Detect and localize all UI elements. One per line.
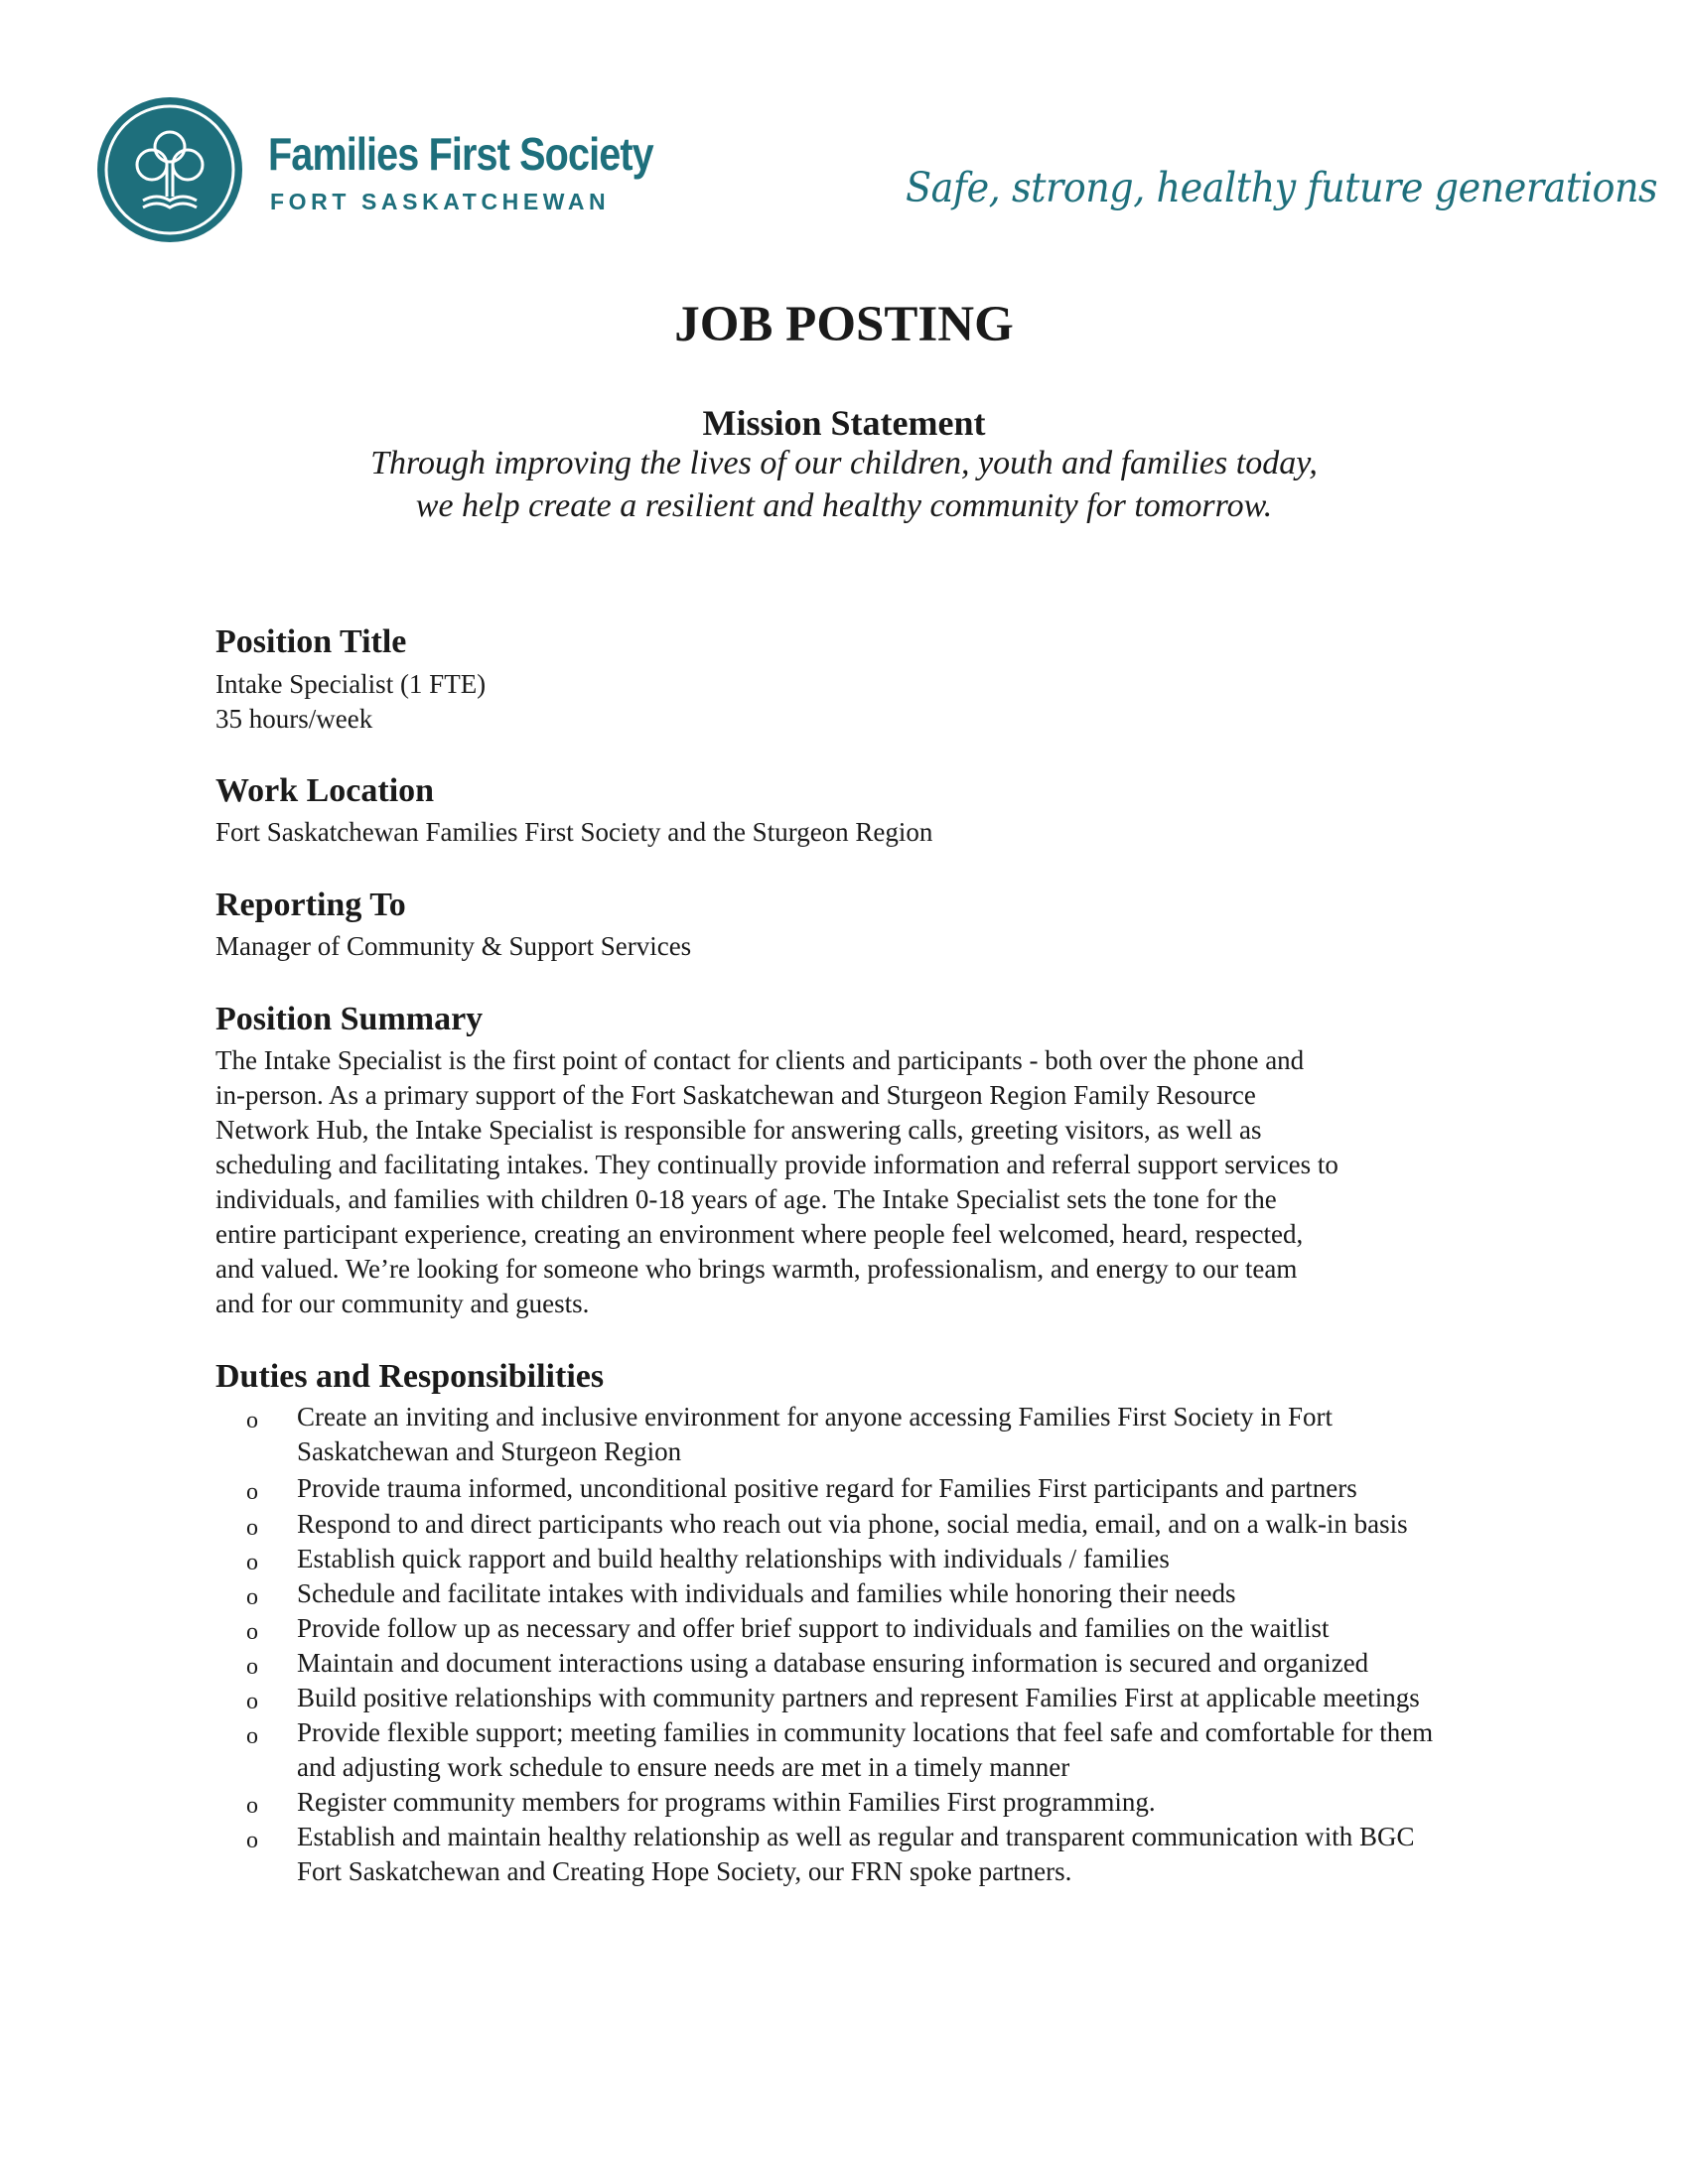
work-location-heading: Work Location: [215, 772, 435, 809]
duty-item-continuation: and adjusting work schedule to ensure needs are met in a timely manner: [297, 1752, 1070, 1782]
duty-item-continuation: Saskatchewan and Sturgeon Region: [297, 1436, 682, 1466]
page-title: JOB POSTING: [674, 297, 1014, 352]
list-bullet: o: [246, 1584, 258, 1610]
summary-line: in-person. As a primary support of the Fort Saskatchewan and Sturgeon Region Family Resource: [215, 1080, 1256, 1110]
duties-heading: Duties and Responsibilities: [215, 1358, 605, 1395]
summary-line: Network Hub, the Intake Specialist is responsible for answering calls, greeting visitors, as well as: [215, 1115, 1262, 1145]
summary-line: and valued. We’re looking for someone who brings warmth, professionalism, and energy to our team: [215, 1254, 1298, 1284]
mission-heading: Mission Statement: [702, 403, 986, 443]
summary-line: scheduling and facilitating intakes. They continually provide information and referral support services to: [215, 1150, 1338, 1179]
duty-item: Build positive relationships with community partners and represent Families First at applicable meetings: [297, 1683, 1420, 1712]
reporting-to-heading: Reporting To: [215, 887, 406, 923]
mission-line: Through improving the lives of our children, youth and families today,: [370, 445, 1318, 481]
work-location-text: Fort Saskatchewan Families First Society and the Sturgeon Region: [215, 817, 933, 847]
reporting-to-text: Manager of Community & Support Services: [215, 931, 692, 961]
list-bullet: o: [246, 1550, 258, 1575]
duty-item-continuation: Fort Saskatchewan and Creating Hope Society, our FRN spoke partners.: [297, 1856, 1072, 1886]
list-bullet: o: [246, 1793, 258, 1819]
duty-item: Maintain and document interactions using a database ensuring information is secured and organized: [297, 1648, 1369, 1678]
tagline: Safe, strong, healthy future generations: [906, 164, 1658, 211]
summary-line: and for our community and guests.: [215, 1289, 590, 1318]
position-title-text: Intake Specialist (1 FTE): [215, 669, 487, 699]
position-title-heading: Position Title: [215, 623, 407, 660]
duty-item: Establish and maintain healthy relationship as well as regular and transparent communication with BGC: [297, 1822, 1415, 1851]
duty-item: Provide follow up as necessary and offer brief support to individuals and families on the waitlist: [297, 1613, 1330, 1643]
position-hours-text: 35 hours/week: [215, 704, 373, 734]
organization-logo: [97, 97, 653, 246]
logo-name: Families First Society: [268, 128, 653, 180]
duty-item: Register community members for programs within Families First programming.: [297, 1787, 1156, 1817]
duty-item: Provide trauma informed, unconditional positive regard for Families First participants and partners: [297, 1473, 1357, 1503]
duty-item: Provide flexible support; meeting families in community locations that feel safe and comfortable for them: [297, 1717, 1434, 1747]
list-bullet: o: [246, 1515, 258, 1541]
duty-item: Schedule and facilitate intakes with individuals and families while honoring their needs: [297, 1578, 1236, 1608]
logo-subtitle: FORT SASKATCHEWAN: [270, 189, 611, 214]
duty-item: Establish quick rapport and build healthy relationships with individuals / families: [297, 1544, 1170, 1573]
list-bullet: o: [246, 1619, 258, 1645]
list-bullet: o: [246, 1654, 258, 1680]
tree-logo-icon: [97, 97, 242, 242]
position-summary-heading: Position Summary: [215, 1001, 484, 1037]
list-bullet: o: [246, 1689, 258, 1714]
summary-line: individuals, and families with children 0-18 years of age. The Intake Specialist sets the tone for the: [215, 1184, 1277, 1214]
duty-item: Respond to and direct participants who reach out via phone, social media, email, and on a walk-in basis: [297, 1509, 1408, 1539]
summary-line: The Intake Specialist is the first point of contact for clients and participants - both over the phone and: [215, 1045, 1305, 1075]
list-bullet: o: [246, 1723, 258, 1749]
list-bullet: o: [246, 1408, 258, 1433]
duty-item: Create an inviting and inclusive environment for anyone accessing Families First Society in Fort: [297, 1402, 1334, 1432]
list-bullet: o: [246, 1479, 258, 1505]
mission-line: we help create a resilient and healthy community for tomorrow.: [415, 487, 1273, 524]
list-bullet: o: [246, 1828, 258, 1853]
summary-line: entire participant experience, creating an environment where people feel welcomed, heard, respected,: [215, 1219, 1304, 1249]
